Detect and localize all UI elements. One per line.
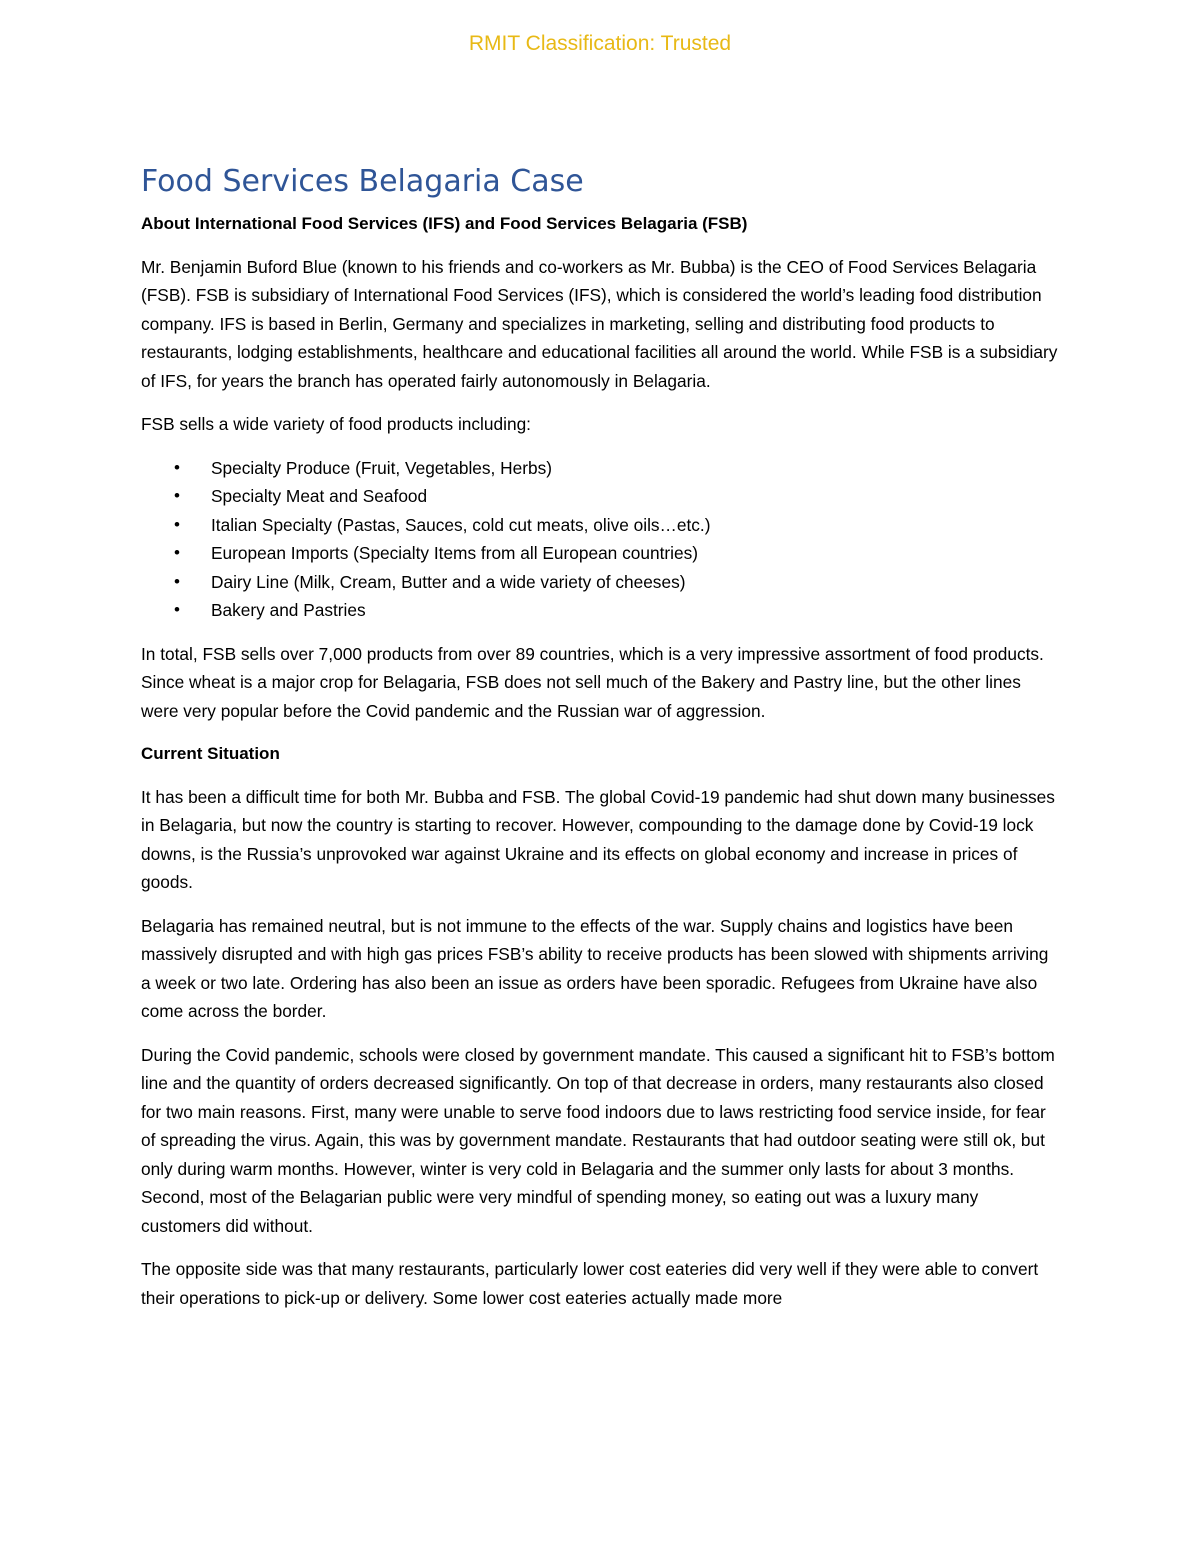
classification-label: RMIT Classification: Trusted	[468, 32, 732, 55]
section-heading-current-situation: Current Situation	[141, 744, 280, 763]
bullet-icon: •	[174, 514, 180, 534]
list-item	[141, 482, 1061, 511]
list-item-text: European Imports (Specialty Items from all European countries)	[211, 543, 698, 563]
list-item-text: Dairy Line (Milk, Cream, Butter and a wide variety of cheeses)	[211, 571, 686, 592]
list-item-text: Italian Specialty (Pastas, Sauces, cold cut meats, olive oils…etc.)	[211, 514, 711, 535]
bullet-icon: •	[174, 600, 180, 619]
list-item-text: Specialty Meat and Seafood	[211, 486, 428, 506]
paragraph-neutral: Belagaria has remained neutral, but is not immune to the effects of the war. Supply chains and logistics have been massively disrupted and with high gas prices FSB’s ability to receive products has been slowed with shipments arriving a week or two late. Ordering has also been an issue as orders have been sporadic. Refugees from Ukraine have also come across the border.	[141, 915, 1049, 1021]
list-item	[141, 539, 1061, 568]
bullet-icon: •	[174, 457, 180, 477]
paragraph-difficult-time: It has been a difficult time for both Mr. Bubba and FSB. The global Covid-19 pandemic had shut down many businesses in Belagaria, but now the country is starting to recover. However, compounding to the damage done by Covid-19 lock downs, is the Russia’s unprovoked war against Ukraine and its effects on global economy and increase in prices of goods.	[141, 786, 1055, 892]
list-item-text: Bakery and Pastries	[211, 600, 366, 620]
paragraph-products-intro: FSB sells a wide variety of food products including:	[141, 414, 531, 434]
list-item	[141, 596, 1061, 625]
paragraph-opposite-side: The opposite side was that many restaurants, particularly lower cost eateries did very well if they were able to convert their operations to pick-up or delivery. Some lower cost eateries actually made more	[141, 1259, 1039, 1308]
bullet-icon: •	[174, 571, 180, 591]
paragraph-covid-schools: During the Covid pandemic, schools were closed by government mandate. This caused a significant hit to FSB’s bottom line and the quantity of orders decreased significantly. On top of that decrease in orders, many restaurants also closed for two main reasons. First, many were unable to serve food indoors due to laws restricting food service inside, for fear of spreading the virus. Again, this was by government mandate. Restaurants that had outdoor seating were still ok, but only during warm months. However, winter is very cold in Belagaria and the summer only lasts for about 3 months. Second, most of the Belagarian public were very mindful of spending money, so eating out was a luxury many customers did without.	[141, 1044, 1055, 1236]
bullet-icon: •	[174, 486, 180, 505]
list-item-text: Specialty Produce (Fruit, Vegetables, Herbs)	[211, 457, 552, 478]
paragraph-intro: Mr. Benjamin Buford Blue (known to his friends and co-workers as Mr. Bubba) is the CEO of Food Services Belagaria (FSB). FSB is subsidiary of International Food Services (IFS), which is considered the world’s leading food distribution company. IFS is based in Berlin, Germany and specializes in marketing, selling and distributing food products to restaurants, lodging establishments, healthcare and educational facilities all around the world. While FSB is a subsidiary of IFS, for years the branch has operated fairly autonomously in Belagaria.	[141, 256, 1058, 391]
list-item	[141, 454, 1061, 483]
product-lines-list	[141, 454, 1061, 625]
document-body	[141, 162, 1061, 1327]
section-heading-about: About International Food Services (IFS) and Food Services Belagaria (FSB)	[141, 214, 748, 233]
list-item	[141, 568, 1061, 597]
list-item	[141, 511, 1061, 540]
document-title: Food Services Belagaria Case	[141, 164, 584, 199]
paragraph-total-products: In total, FSB sells over 7,000 products from over 89 countries, which is a very impressive assortment of food products. Since wheat is a major crop for Belagaria, FSB does not sell much of the Bakery and Pastry line, but the other lines were very popular before the Covid pandemic and the Russian war of aggression.	[141, 643, 1044, 721]
bullet-icon: •	[174, 543, 180, 562]
